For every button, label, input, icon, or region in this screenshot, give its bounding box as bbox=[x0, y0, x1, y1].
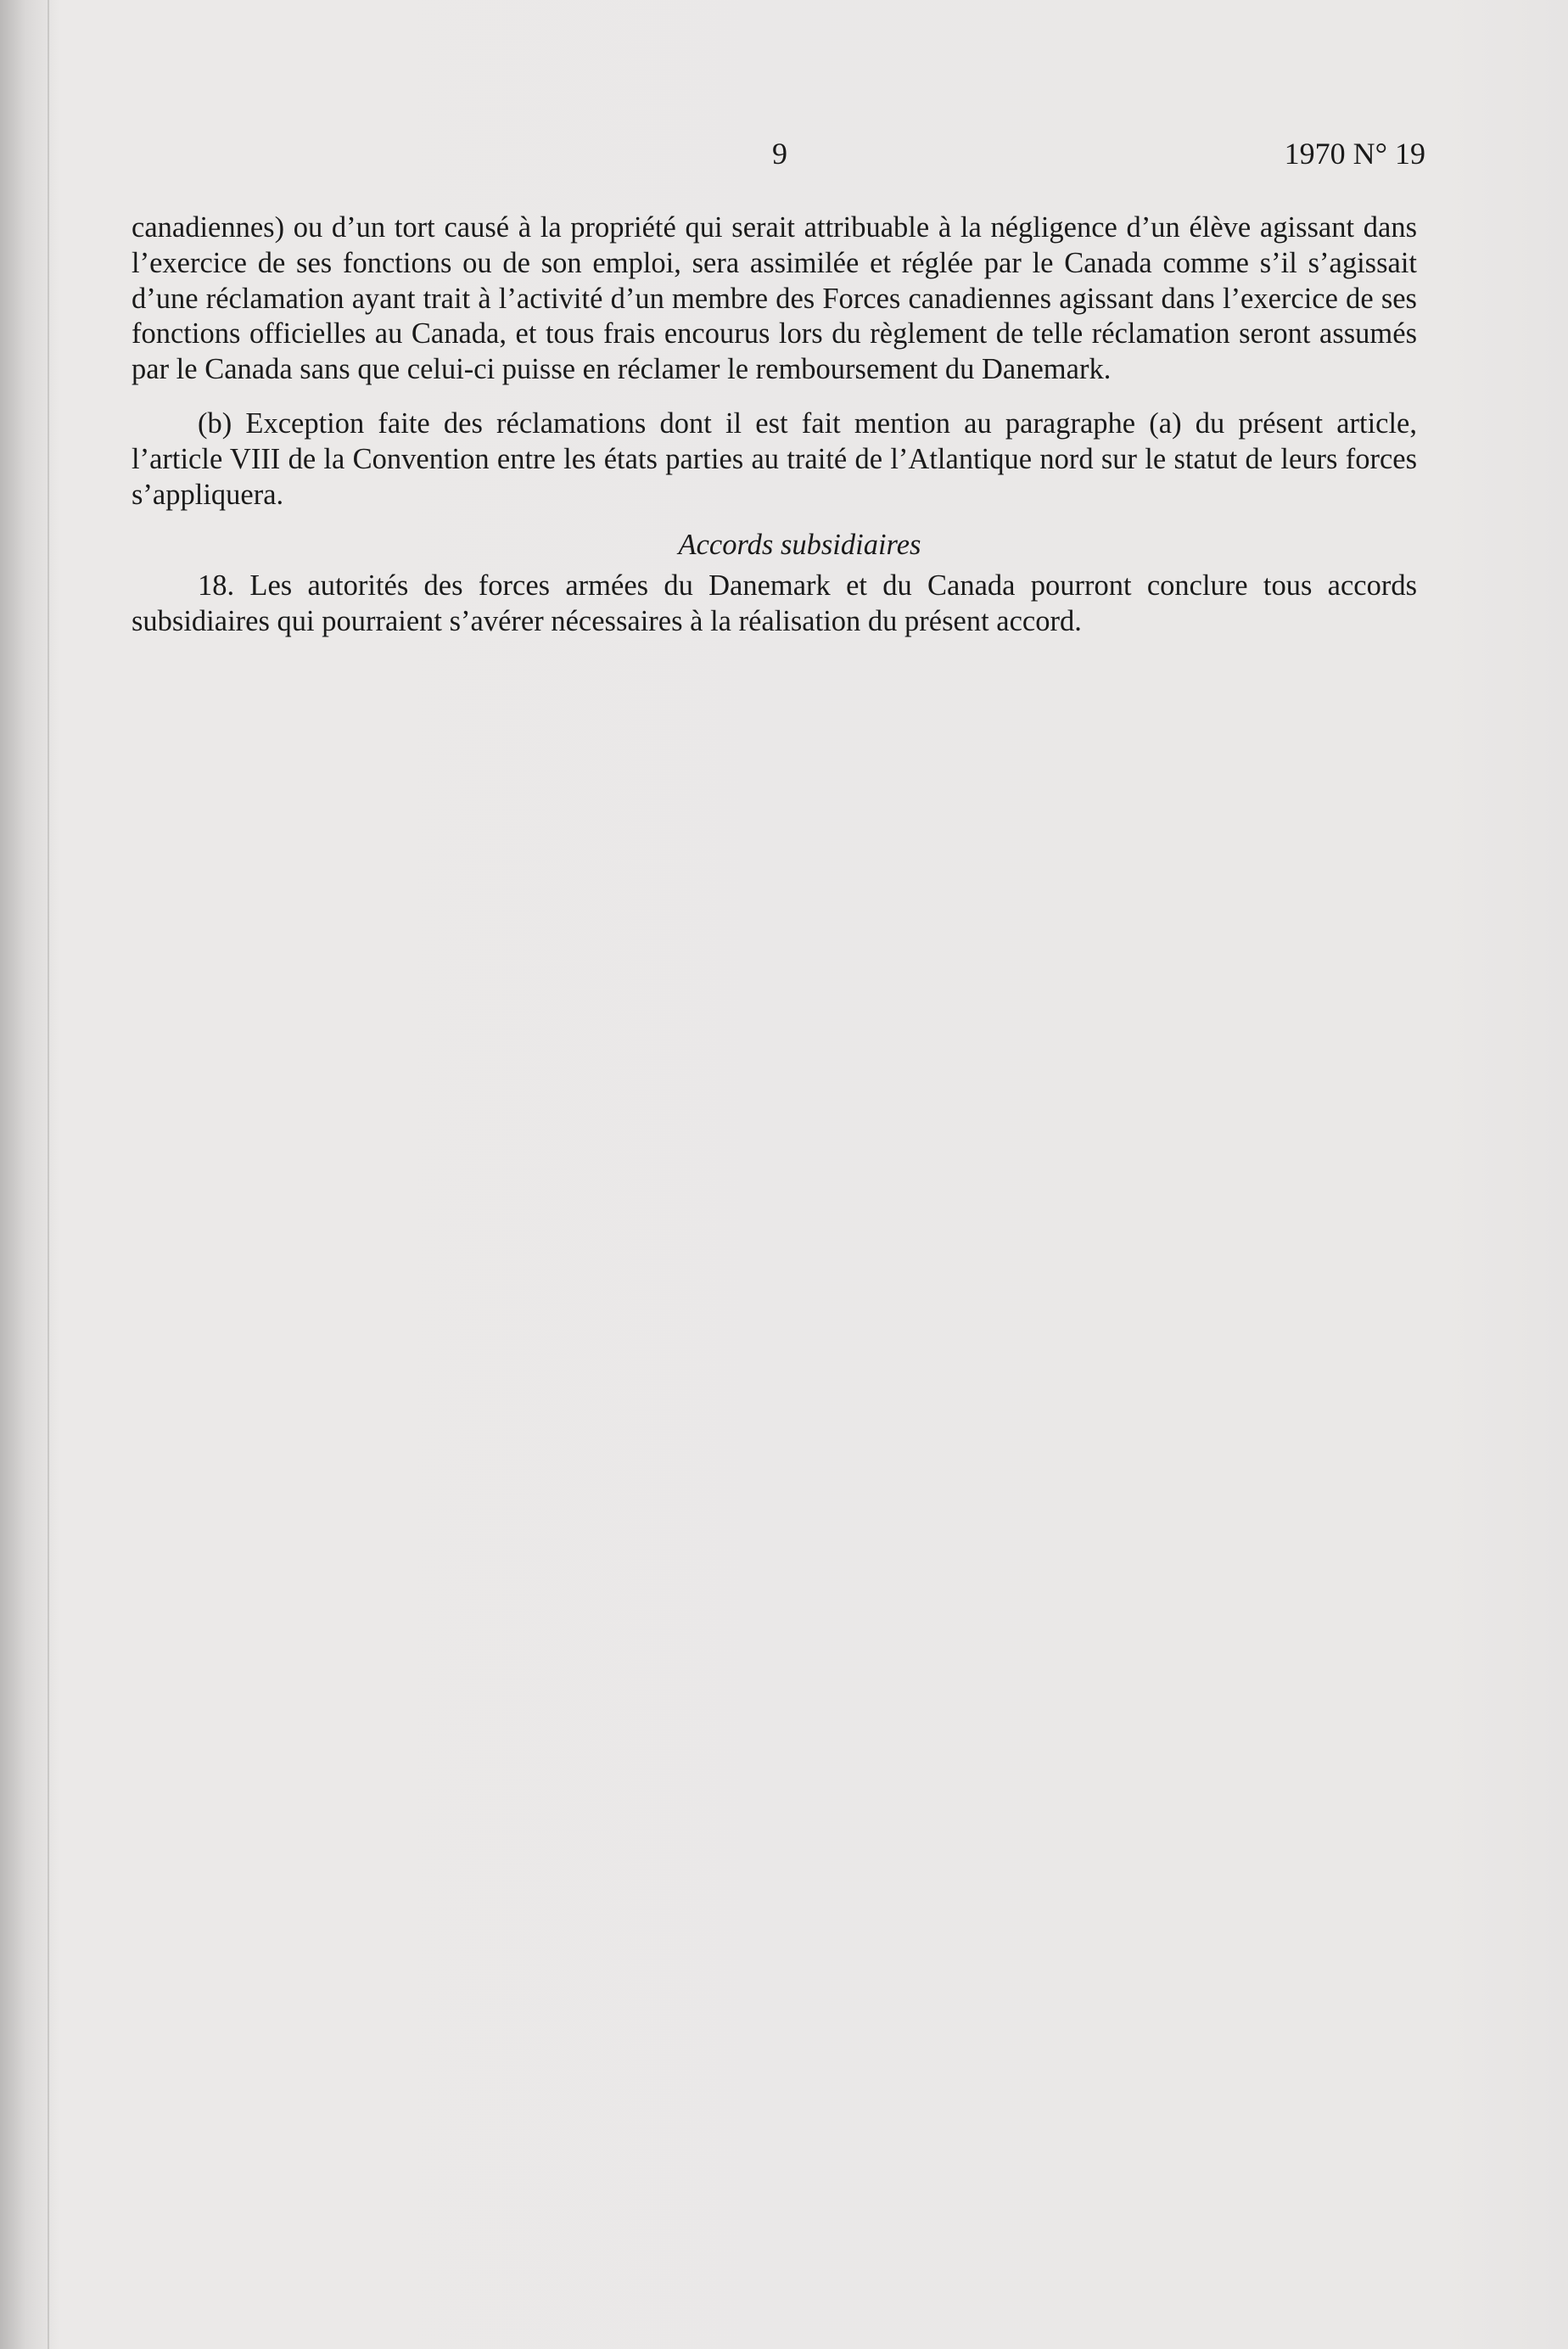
paragraph-article-18: 18. Les autorités des forces armées du Danemark et du Canada pourront conclure tous accords subsidiaires qui pourraient s’avérer nécessaires à la réalisation du présent accord. bbox=[132, 569, 1417, 637]
paragraph-exception-b: (b) Exception faite des réclamations dont il est fait mention au paragraphe (a) du présent article, l’article VIII de la Convention entre les états parties au traité de l’Atlantique nord sur le statut de leurs forces s’appliquera. bbox=[132, 406, 1417, 511]
paragraph-claims-continued: canadiennes) ou d’un tort causé à la propriété qui serait attribuable à la négligence d’un élève agissant dans l’exercice de ses fonctions ou de son emploi, sera assimilée et réglée par le Canada comme s’il s’agissait d’une réclamation ayant trait à l’activité d’un membre des Forces canadiennes agissant dans l’exercice de ses fonctions officielles au Canada, et tous frais encourus lors du règlement de telle réclamation seront assumés par le Canada sans que celui-ci puisse en réclamer le remboursement du Danemark. bbox=[132, 211, 1417, 386]
page-header bbox=[127, 136, 1425, 178]
page-number: 9 bbox=[772, 137, 787, 171]
binding-shadow bbox=[0, 0, 59, 2349]
section-title: Accords subsidiaires bbox=[678, 529, 921, 562]
gutter-line bbox=[48, 0, 49, 2349]
year-and-number: 1970 N° 19 bbox=[1284, 137, 1425, 171]
body-text bbox=[132, 210, 1417, 640]
